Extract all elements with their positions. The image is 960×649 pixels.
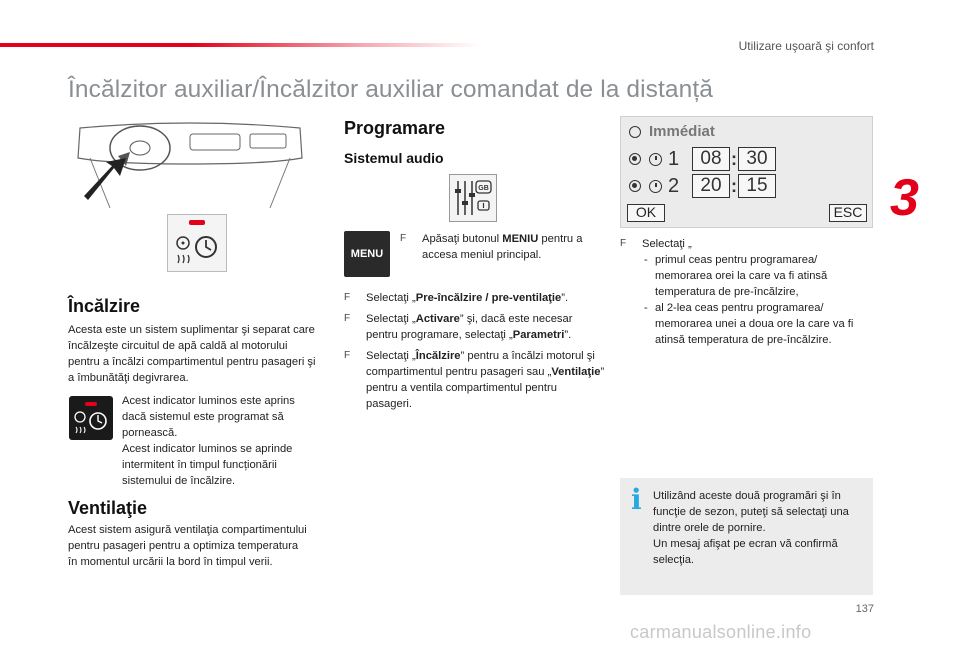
watermark: carmanualsonline.info xyxy=(630,622,812,642)
audio-settings-icon xyxy=(449,174,497,222)
section-label: Utilizare uşoară şi confort xyxy=(738,39,874,53)
heating-description: Acesta este un sistem suplimentar şi separat care încălzeşte circuitul de apă caldă al motorului pentru a încălzi compartimentul pentru pasageri şi a îmbunătăţi degivrarea. xyxy=(68,324,316,384)
chapter-number: 3 xyxy=(890,169,919,227)
second-timer-description: al 2-lea ceas pentru programarea/ memorarea unei a doua ore la care va fi atinsă temperatura de pre-încălzire. xyxy=(655,302,854,346)
header-accent-bar xyxy=(0,43,480,47)
step-select-timers: F Selectaţi „ xyxy=(620,238,692,250)
page-title: Încălzitor auxiliar/Încălzitor auxiliar comandat de la distanță xyxy=(68,76,713,103)
radio-selected-icon xyxy=(629,180,641,192)
indicator-description: Acest indicator luminos este aprins dacă sistemul este programat să pornească. Acest indicator luminos se aprinde intermitent în timpul funcționării sistemului de încălzire. xyxy=(122,395,295,487)
ok-button: OK xyxy=(627,204,665,222)
audio-system-heading: Sistemul audio xyxy=(344,150,444,166)
timer-row-2: 2 20 : 15 xyxy=(629,174,776,198)
minute-box: 30 xyxy=(738,147,776,171)
radio-icon xyxy=(629,126,641,138)
dashboard-illustration xyxy=(70,118,310,214)
info-note xyxy=(620,478,873,595)
bullet-icon: F xyxy=(620,238,627,249)
heater-indicator-light xyxy=(69,396,113,440)
timer-row-1: 1 08 : 30 xyxy=(629,147,776,171)
bullet-icon: F xyxy=(344,313,351,324)
clock-icon xyxy=(649,153,662,166)
bullet-icon: F xyxy=(344,350,351,361)
bullet-icon: F xyxy=(344,292,351,303)
fan-clock-icon xyxy=(69,396,113,440)
hour-box: 20 xyxy=(692,174,730,198)
info-note-text: Utilizând aceste două programări şi în funcţie de sezon, puteţi să selectaţi una dintre orele de pornire. Un mesaj afişat pe ecran vă confirmă selecţia. xyxy=(653,490,849,566)
ventilation-heading: Ventilaţie xyxy=(68,498,148,518)
page-number: 137 xyxy=(855,603,874,615)
clock-icon xyxy=(649,180,662,193)
step-press-menu: F Apăsaţi butonul MENIU pentru a accesa meniul principal. xyxy=(400,233,583,261)
radio-selected-icon xyxy=(629,153,641,165)
info-icon: i xyxy=(631,483,642,516)
fan-clock-icon xyxy=(168,215,226,271)
heating-heading: Încălzire xyxy=(68,296,141,316)
gb-label: GB xyxy=(478,185,489,192)
hour-box: 08 xyxy=(692,147,730,171)
minute-box: 15 xyxy=(738,174,776,198)
immediate-row: Immédiat xyxy=(629,123,715,140)
step-select-preheat: F Selectaţi „Pre-încălzire / pre-ventilaţie”. xyxy=(344,292,569,304)
heater-indicator-illustration xyxy=(167,214,227,272)
first-timer-description: primul ceas pentru programarea/ memorarea orei la care va fi atinsă temperatura de pre-încălzire, xyxy=(655,254,828,298)
bullet-icon: F xyxy=(400,233,407,244)
ventilation-description: Acest sistem asigură ventilaţia compartimentului pentru pasageri pentru a optimiza temperatura în momentul urcării la bord în timpul verii. xyxy=(68,524,307,568)
step-select-heating: F Selectaţi „Încălzire” pentru a încălzi motorul şi compartimentul pentru pasageri sau „Ventilaţie” pentru a ventila compartimentul pentru pasageri. xyxy=(344,350,605,410)
step-select-activate: F Selectaţi „Activare” şi, dacă este necesar pentru programare, selectaţi „Parametri”. xyxy=(344,313,573,341)
timer-screen-illustration xyxy=(620,116,873,228)
menu-button: MENU xyxy=(344,231,390,277)
esc-button: ESC xyxy=(829,204,867,222)
programming-heading: Programare xyxy=(344,118,446,138)
